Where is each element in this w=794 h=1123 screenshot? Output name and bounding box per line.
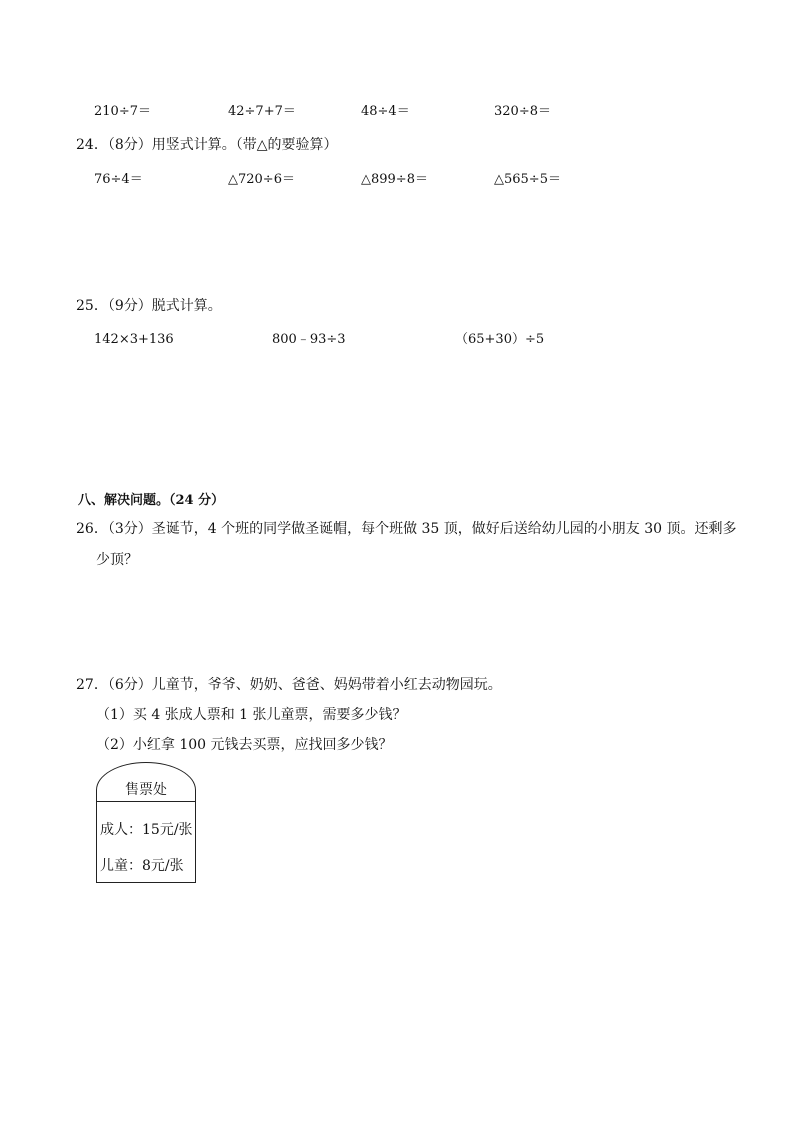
ticket-office-title: 售票处 — [125, 782, 167, 798]
q24-expr-2: △720÷6＝ — [228, 172, 295, 187]
section-8-heading: 八、解决问题。（24 分） — [78, 493, 225, 508]
ticket-sign-divider — [97, 801, 195, 802]
q27-sub-1: （1）买 4 张成人票和 1 张儿童票，需要多少钱？ — [96, 707, 407, 723]
q24-expr-4: △565÷5＝ — [494, 172, 561, 187]
q24-expression-row — [0, 172, 794, 188]
q23-expression-row — [0, 104, 794, 120]
q24-expr-1: 76÷4＝ — [94, 172, 143, 187]
q26-line-1: 26．（3分）圣诞节，4 个班的同学做圣诞帽，每个班做 35 顶，做好后送给幼儿园的小朋友 30 顶。还剩多 — [76, 521, 737, 537]
q25-expr-2: 800﹣93÷3 — [272, 332, 346, 347]
child-price: 儿童：8元/张 — [100, 858, 184, 874]
q27-heading: 27．（6分）儿童节，爷爷、奶奶、爸爸、妈妈带着小红去动物园玩。 — [76, 677, 502, 693]
adult-price: 成人：15元/张 — [100, 822, 193, 838]
q27-sub-2: （2）小红拿 100 元钱去买票，应找回多少钱？ — [96, 737, 393, 753]
q25-expression-row — [0, 332, 794, 348]
q25-expr-3: （65+30）÷5 — [455, 332, 545, 347]
q24-expr-3: △899÷8＝ — [361, 172, 428, 187]
q24-heading: 24．（8分）用竖式计算。（带△的要验算） — [76, 137, 338, 153]
q23-expr-1: 210÷7＝ — [94, 104, 151, 119]
q23-expr-4: 320÷8＝ — [494, 104, 551, 119]
q25-heading: 25．（9分）脱式计算。 — [76, 298, 222, 314]
ticket-office-sign — [96, 762, 196, 883]
q26-line-2: 少顶？ — [96, 552, 138, 568]
q25-expr-1: 142×3+136 — [94, 332, 174, 347]
q23-expr-2: 42÷7+7＝ — [228, 104, 296, 119]
q23-expr-3: 48÷4＝ — [361, 104, 410, 119]
